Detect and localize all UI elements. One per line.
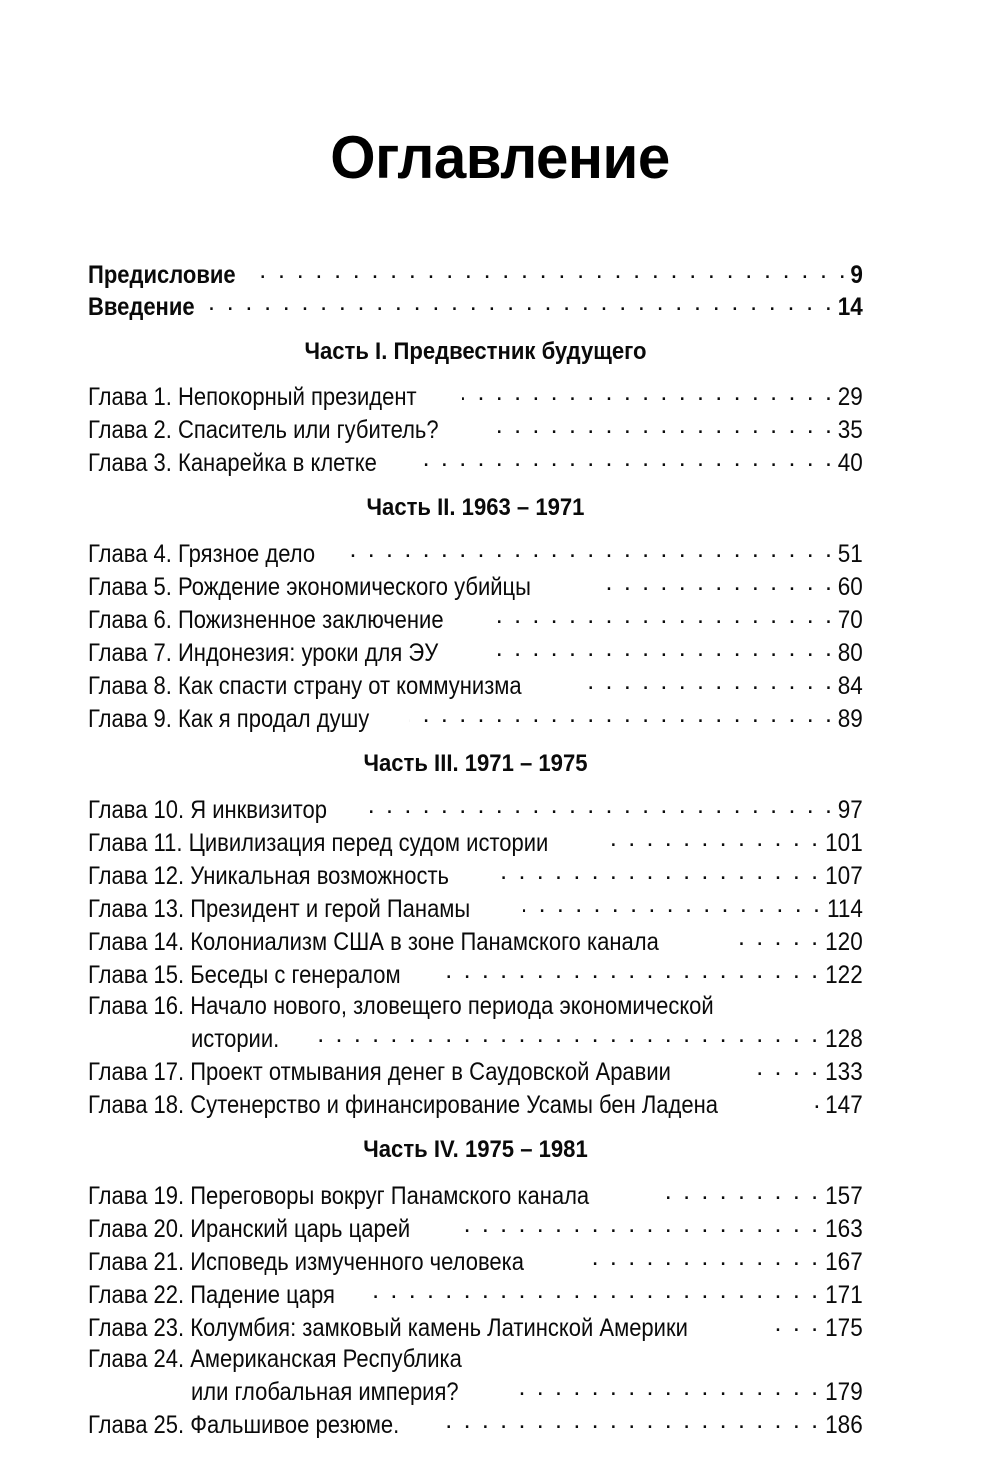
toc-entry-label: Глава 12. Уникальная возможность bbox=[88, 862, 449, 890]
leader-dots bbox=[361, 793, 835, 818]
toc-entry-label: Глава 18. Сутенерство и финансирование Усамы бен Ладена bbox=[88, 1091, 718, 1119]
toc-entry[interactable] bbox=[88, 636, 863, 669]
toc-entry-page-number: 60 bbox=[837, 573, 863, 601]
toc-entry-page-number: 40 bbox=[837, 449, 863, 477]
leader-dots bbox=[370, 1278, 821, 1303]
toc-entry-page-number: 114 bbox=[827, 895, 863, 923]
toc-entry-label: Глава 22. Падение царя bbox=[88, 1281, 335, 1309]
toc-entry-page-number: 80 bbox=[837, 639, 863, 667]
toc-entry[interactable] bbox=[88, 793, 863, 826]
toc-entry[interactable] bbox=[88, 925, 863, 958]
toc-entry-label: Глава 23. Колумбия: замковый камень Латинской Америки bbox=[88, 1314, 688, 1342]
toc-entry[interactable] bbox=[88, 702, 863, 735]
leader-dots bbox=[455, 1212, 820, 1237]
toc-entry[interactable] bbox=[88, 1278, 863, 1311]
toc-entry-page-number: 89 bbox=[837, 705, 863, 733]
toc-entry[interactable] bbox=[88, 958, 863, 991]
toc-entry-label: Глава 6. Пожизненное заключение bbox=[88, 606, 444, 634]
toc-entry-page-number: 157 bbox=[825, 1182, 863, 1210]
toc-entry[interactable] bbox=[88, 537, 863, 570]
toc-entry[interactable] bbox=[88, 826, 863, 859]
toc-entry-page-number: 97 bbox=[837, 796, 863, 824]
toc-entry-label: Глава 5. Рождение экономического убийцы bbox=[88, 573, 531, 601]
toc-entry-label: Введение bbox=[88, 293, 195, 321]
toc-entry-page-number: 175 bbox=[825, 1314, 863, 1342]
toc-entry-label: Глава 10. Я инквизитор bbox=[88, 796, 327, 824]
chapter-group bbox=[88, 793, 863, 1121]
toc-entry-page-number: 128 bbox=[825, 1025, 863, 1053]
toc-entry-label: Глава 19. Переговоры вокруг Панамского канала bbox=[88, 1182, 590, 1210]
page-title: Оглавление bbox=[330, 124, 670, 191]
toc-entry-page-number: 186 bbox=[825, 1411, 863, 1439]
chapter-group bbox=[88, 537, 863, 735]
leader-dots bbox=[443, 1408, 821, 1433]
toc-entry[interactable] bbox=[88, 669, 863, 702]
toc-entry-label: Глава 4. Грязное дело bbox=[88, 540, 316, 568]
toc-entry-page-number: 70 bbox=[837, 606, 863, 634]
toc-entry-page-number: 51 bbox=[837, 540, 863, 568]
leader-dots bbox=[306, 1022, 820, 1047]
toc-entry-label: Глава 25. Фальшивое резюме. bbox=[88, 1411, 400, 1439]
toc-entry[interactable] bbox=[88, 446, 863, 479]
toc-entry[interactable] bbox=[88, 1212, 863, 1245]
toc-entry-page-number: 163 bbox=[825, 1215, 863, 1243]
toc-entry[interactable] bbox=[88, 1375, 863, 1408]
toc-entry-label: Глава 2. Спаситель или губитель? bbox=[88, 416, 439, 444]
leader-dots bbox=[612, 826, 820, 851]
toc-entry-label: Предисловие bbox=[88, 261, 236, 289]
toc-entry-page-number: 179 bbox=[825, 1378, 863, 1406]
toc-entry[interactable] bbox=[88, 1055, 863, 1088]
toc-entry-label: Глава 20. Иранский царь царей bbox=[88, 1215, 411, 1243]
part-heading: Часть II. 1963 – 1971 bbox=[366, 494, 585, 521]
toc-entry-page-number: 171 bbox=[825, 1281, 863, 1309]
part-heading: Часть III. 1971 – 1975 bbox=[363, 750, 588, 777]
toc-entry[interactable] bbox=[88, 892, 863, 925]
toc-entry-page-number: 133 bbox=[825, 1058, 863, 1086]
toc-entry-label: Глава 24. Американская Республика bbox=[88, 1345, 462, 1373]
toc-entry[interactable] bbox=[88, 1408, 863, 1441]
leader-dots bbox=[487, 413, 834, 438]
leader-dots bbox=[487, 636, 834, 661]
leader-dots bbox=[444, 958, 820, 983]
toc-entry[interactable] bbox=[88, 603, 863, 636]
toc-entry-page-number: 35 bbox=[837, 416, 863, 444]
toc-entry-page-number: 147 bbox=[825, 1091, 863, 1119]
toc-entry-label: Глава 3. Канарейка в клетке bbox=[88, 449, 377, 477]
toc-entry[interactable] bbox=[88, 1344, 863, 1375]
toc-entry-label: Глава 16. Начало нового, зловещего периода экономической bbox=[88, 992, 714, 1020]
toc-entry-label: Глава 7. Индонезия: уроки для ЭУ bbox=[88, 639, 439, 667]
part-heading: Часть I. Предвестник будущего bbox=[304, 338, 647, 365]
leader-dots bbox=[417, 446, 834, 471]
toc-entry-label: Глава 14. Колониализм США в зоне Панамского канала bbox=[88, 928, 659, 956]
toc-entry-label: Глава 17. Проект отмывания денег в Саудовской Аравии bbox=[88, 1058, 671, 1086]
toc-entry-page-number: 9 bbox=[850, 261, 863, 289]
chapter-group bbox=[88, 1179, 863, 1441]
toc-entry-page-number: 120 bbox=[825, 928, 863, 956]
leader-dots bbox=[582, 669, 834, 694]
toc-entry-label: Глава 8. Как спасти страну от коммунизма bbox=[88, 672, 522, 700]
toc-entry[interactable] bbox=[88, 1245, 863, 1278]
leader-dots bbox=[409, 702, 835, 727]
leader-dots bbox=[462, 380, 834, 405]
toc-entry-page-number: 84 bbox=[837, 672, 863, 700]
leader-dots bbox=[738, 925, 821, 950]
front-matter-list bbox=[88, 258, 863, 322]
toc-body bbox=[88, 258, 863, 1441]
toc-entry-label: Глава 11. Цивилизация перед судом истории bbox=[88, 829, 549, 857]
part-heading: Часть IV. 1975 – 1981 bbox=[363, 1136, 588, 1163]
toc-entry-page-number: 107 bbox=[825, 862, 863, 890]
toc-entry-page-number: 29 bbox=[837, 383, 863, 411]
toc-entry[interactable] bbox=[88, 570, 863, 603]
toc-entry[interactable] bbox=[88, 1088, 863, 1121]
leader-dots bbox=[584, 1245, 820, 1270]
toc-entry-label: Глава 21. Исповедь измученного человека bbox=[88, 1248, 524, 1276]
leader-dots bbox=[499, 859, 820, 884]
parts-list bbox=[88, 322, 863, 1441]
toc-entry[interactable] bbox=[88, 1022, 863, 1055]
leader-dots bbox=[805, 1088, 820, 1113]
toc-entry-label: истории. bbox=[190, 1025, 280, 1053]
leader-dots bbox=[658, 1179, 820, 1204]
leader-dots bbox=[771, 1311, 821, 1336]
toc-entry-page-number: 167 bbox=[825, 1248, 863, 1276]
toc-entry[interactable] bbox=[88, 859, 863, 892]
leader-dots bbox=[592, 570, 834, 595]
leader-dots bbox=[347, 537, 834, 562]
toc-entry-label: Глава 13. Президент и герой Панамы bbox=[88, 895, 471, 923]
toc-entry-page-number: 122 bbox=[825, 961, 863, 989]
toc-entry[interactable] bbox=[88, 1179, 863, 1212]
leader-dots bbox=[751, 1055, 820, 1080]
toc-entry[interactable] bbox=[88, 380, 863, 413]
toc-entry-label: или глобальная империя? bbox=[190, 1378, 459, 1406]
toc-entry[interactable] bbox=[88, 258, 863, 290]
leader-dots bbox=[510, 1375, 820, 1400]
toc-entry[interactable] bbox=[88, 413, 863, 446]
leader-dots bbox=[210, 290, 834, 315]
toc-entry[interactable] bbox=[88, 991, 863, 1022]
toc-entry-label: Глава 9. Как я продал душу bbox=[88, 705, 370, 733]
leader-dots bbox=[523, 892, 822, 917]
toc-entry[interactable] bbox=[88, 1311, 863, 1344]
leader-dots bbox=[257, 258, 848, 283]
toc-entry-label: Глава 1. Непокорный президент bbox=[88, 383, 417, 411]
toc-entry[interactable] bbox=[88, 290, 863, 322]
leader-dots bbox=[493, 603, 834, 628]
toc-entry-page-number: 14 bbox=[837, 293, 863, 321]
chapter-group bbox=[88, 380, 863, 479]
toc-entry-label: Глава 15. Беседы с генералом bbox=[88, 961, 401, 989]
toc-entry-page-number: 101 bbox=[825, 829, 863, 857]
